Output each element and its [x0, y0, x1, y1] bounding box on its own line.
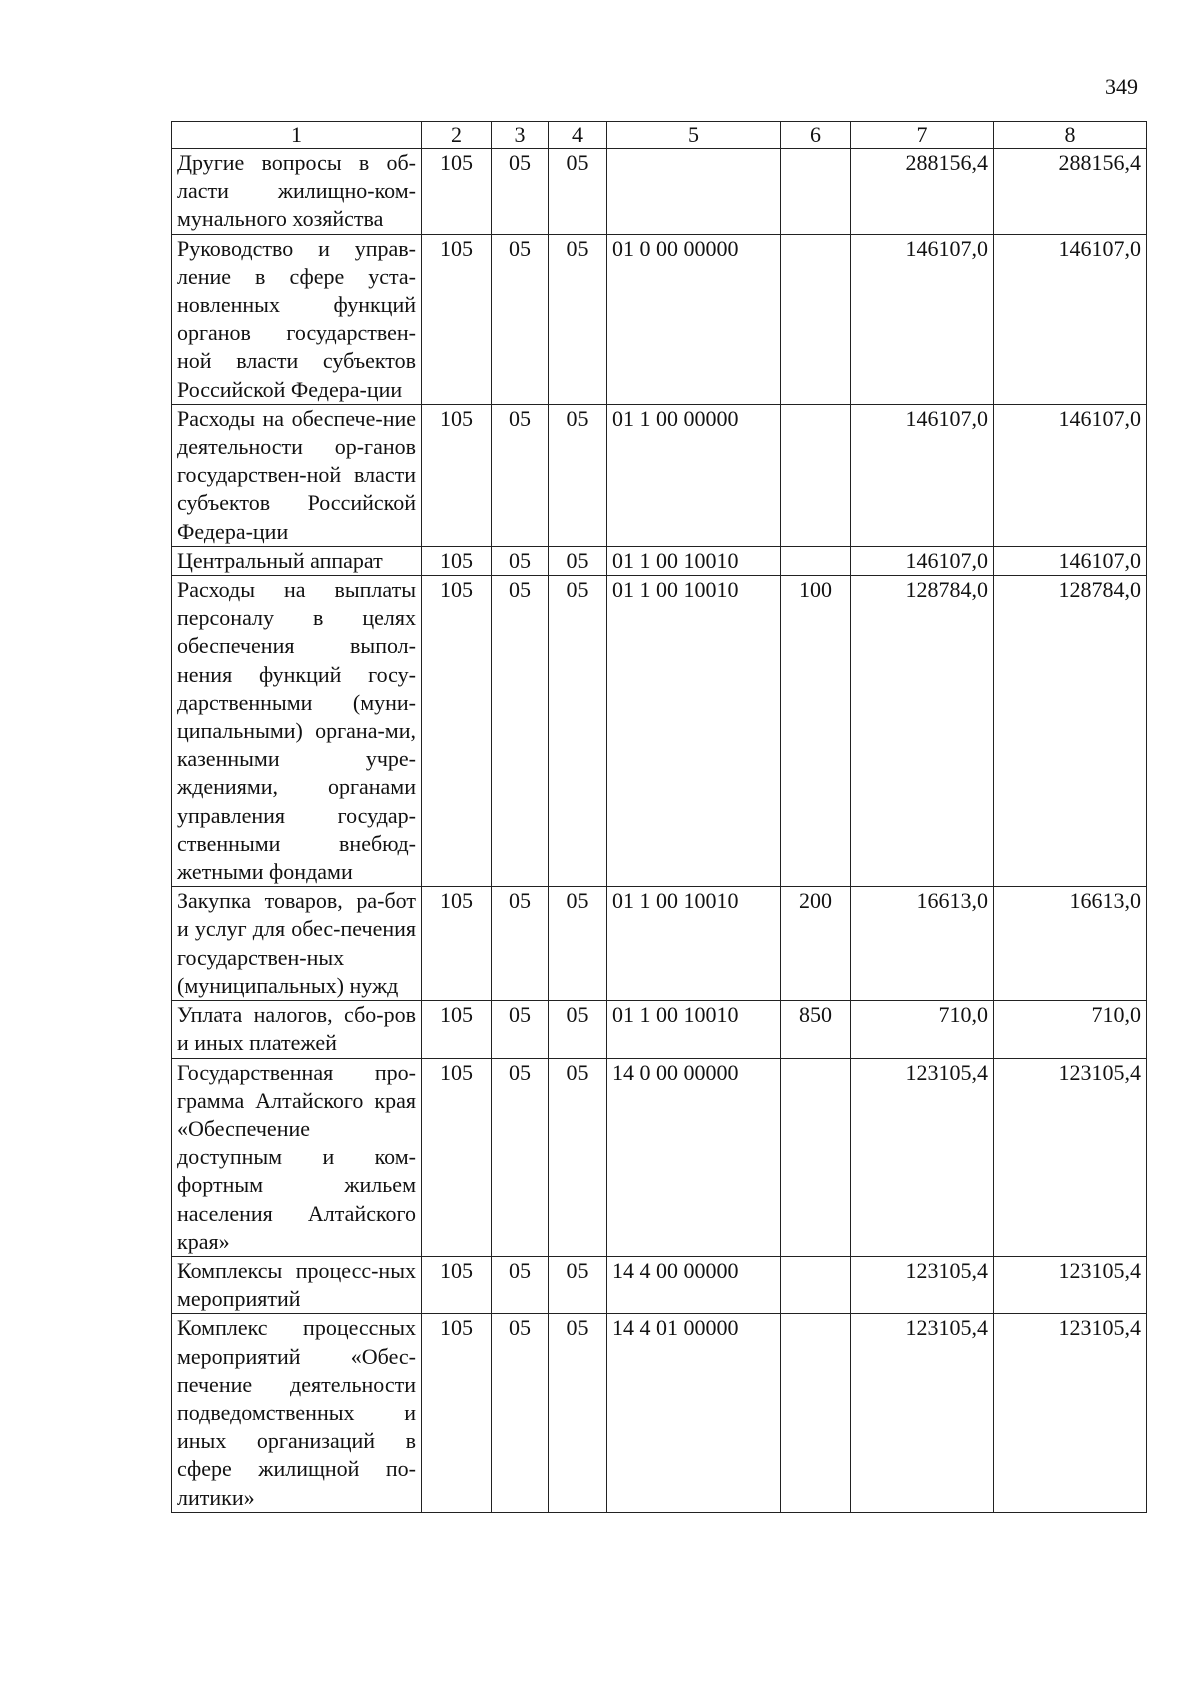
cell-target-code: 14 4 01 00000 [607, 1314, 781, 1512]
table-row [172, 234, 1147, 404]
cell-pr: 05 [492, 887, 549, 1001]
cell-target-code [607, 149, 781, 235]
cell-sum-1: 128784,0 [851, 576, 994, 887]
table-row [172, 576, 1147, 887]
cell-rz: 105 [422, 1314, 492, 1512]
cell-rz: 105 [422, 887, 492, 1001]
cell-sum-1: 146107,0 [851, 546, 994, 575]
cell-name: Комплекс процессных мероприятий «Обес-печение деятельности подведомственных и иных организаций в сфере жилищной по-литики» [172, 1314, 422, 1512]
cell-name: Другие вопросы в об-ласти жилищно-ком-мунального хозяйства [172, 149, 422, 235]
cell-pr: 05 [492, 1001, 549, 1058]
cell-name: Расходы на выплаты персоналу в целях обеспечения выпол-нения функций госу-дарственными (муни-ципальными) органа-ми, казенными учре-ждениями, органами управления государ-ственными внебюд-жетными фондами [172, 576, 422, 887]
cell-subsection: 05 [549, 1001, 607, 1058]
header-col-5: 5 [607, 122, 781, 149]
cell-rz: 105 [422, 404, 492, 546]
header-col-1: 1 [172, 122, 422, 149]
cell-name: Уплата налогов, сбо-ров и иных платежей [172, 1001, 422, 1058]
cell-pr: 05 [492, 1314, 549, 1512]
cell-name: Закупка товаров, ра-бот и услуг для обес-печения государствен-ных (муниципальных) нужд [172, 887, 422, 1001]
cell-subsection: 05 [549, 887, 607, 1001]
cell-expense-type: 100 [781, 576, 851, 887]
cell-rz: 105 [422, 1001, 492, 1058]
cell-rz: 105 [422, 576, 492, 887]
cell-name: Руководство и управ-ление в сфере уста-новленных функций органов государствен-ной власти субъектов Российской Федера-ции [172, 234, 422, 404]
table-row [172, 404, 1147, 546]
cell-name: Государственная про-грамма Алтайского края «Обеспечение доступным и ком-фортным жильем населения Алтайского края» [172, 1058, 422, 1256]
cell-target-code: 01 1 00 10010 [607, 546, 781, 575]
cell-sum-2: 123105,4 [994, 1256, 1147, 1313]
cell-rz: 105 [422, 1058, 492, 1256]
cell-sum-1: 123105,4 [851, 1256, 994, 1313]
cell-rz: 105 [422, 149, 492, 235]
cell-sum-1: 710,0 [851, 1001, 994, 1058]
cell-expense-type [781, 546, 851, 575]
cell-sum-2: 123105,4 [994, 1314, 1147, 1512]
cell-sum-2: 146107,0 [994, 404, 1147, 546]
cell-expense-type [781, 1256, 851, 1313]
cell-expense-type: 850 [781, 1001, 851, 1058]
cell-expense-type [781, 1058, 851, 1256]
cell-pr: 05 [492, 404, 549, 546]
cell-target-code: 14 0 00 00000 [607, 1058, 781, 1256]
cell-subsection: 05 [549, 1058, 607, 1256]
cell-rz: 105 [422, 234, 492, 404]
header-col-4: 4 [549, 122, 607, 149]
table-row [172, 149, 1147, 235]
cell-subsection: 05 [549, 149, 607, 235]
cell-sum-1: 146107,0 [851, 404, 994, 546]
cell-target-code: 01 1 00 10010 [607, 576, 781, 887]
cell-pr: 05 [492, 576, 549, 887]
cell-name: Центральный аппарат [172, 546, 422, 575]
table-row [172, 1001, 1147, 1058]
cell-rz: 105 [422, 1256, 492, 1313]
cell-subsection: 05 [549, 1314, 607, 1512]
cell-subsection: 05 [549, 576, 607, 887]
header-col-8: 8 [994, 122, 1147, 149]
cell-sum-1: 123105,4 [851, 1058, 994, 1256]
cell-target-code: 01 1 00 10010 [607, 887, 781, 1001]
header-col-7: 7 [851, 122, 994, 149]
cell-expense-type [781, 149, 851, 235]
table-row [172, 887, 1147, 1001]
cell-target-code: 01 1 00 00000 [607, 404, 781, 546]
cell-sum-2: 128784,0 [994, 576, 1147, 887]
budget-table [171, 121, 1147, 1513]
cell-subsection: 05 [549, 546, 607, 575]
cell-expense-type [781, 1314, 851, 1512]
cell-sum-1: 16613,0 [851, 887, 994, 1001]
cell-sum-2: 146107,0 [994, 546, 1147, 575]
table-row [172, 546, 1147, 575]
cell-pr: 05 [492, 1256, 549, 1313]
table-row [172, 1058, 1147, 1256]
cell-subsection: 05 [549, 1256, 607, 1313]
cell-sum-1: 123105,4 [851, 1314, 994, 1512]
cell-sum-2: 710,0 [994, 1001, 1147, 1058]
cell-sum-1: 288156,4 [851, 149, 994, 235]
cell-name: Комплексы процесс-ных мероприятий [172, 1256, 422, 1313]
cell-sum-2: 16613,0 [994, 887, 1147, 1001]
page-number: 349 [1105, 74, 1138, 99]
cell-sum-1: 146107,0 [851, 234, 994, 404]
header-col-2: 2 [422, 122, 492, 149]
cell-subsection: 05 [549, 234, 607, 404]
cell-rz: 105 [422, 546, 492, 575]
cell-expense-type [781, 234, 851, 404]
table-row [172, 1256, 1147, 1313]
cell-sum-2: 146107,0 [994, 234, 1147, 404]
table-row [172, 1314, 1147, 1512]
cell-pr: 05 [492, 1058, 549, 1256]
cell-pr: 05 [492, 546, 549, 575]
cell-target-code: 01 1 00 10010 [607, 1001, 781, 1058]
header-col-3: 3 [492, 122, 549, 149]
cell-target-code: 01 0 00 00000 [607, 234, 781, 404]
cell-expense-type [781, 404, 851, 546]
cell-expense-type: 200 [781, 887, 851, 1001]
cell-sum-2: 288156,4 [994, 149, 1147, 235]
cell-pr: 05 [492, 149, 549, 235]
table-header-row [172, 122, 1147, 149]
cell-subsection: 05 [549, 404, 607, 546]
cell-sum-2: 123105,4 [994, 1058, 1147, 1256]
cell-name: Расходы на обеспече-ние деятельности ор-ганов государствен-ной власти субъектов Российской Федера-ции [172, 404, 422, 546]
cell-pr: 05 [492, 234, 549, 404]
header-col-6: 6 [781, 122, 851, 149]
cell-target-code: 14 4 00 00000 [607, 1256, 781, 1313]
